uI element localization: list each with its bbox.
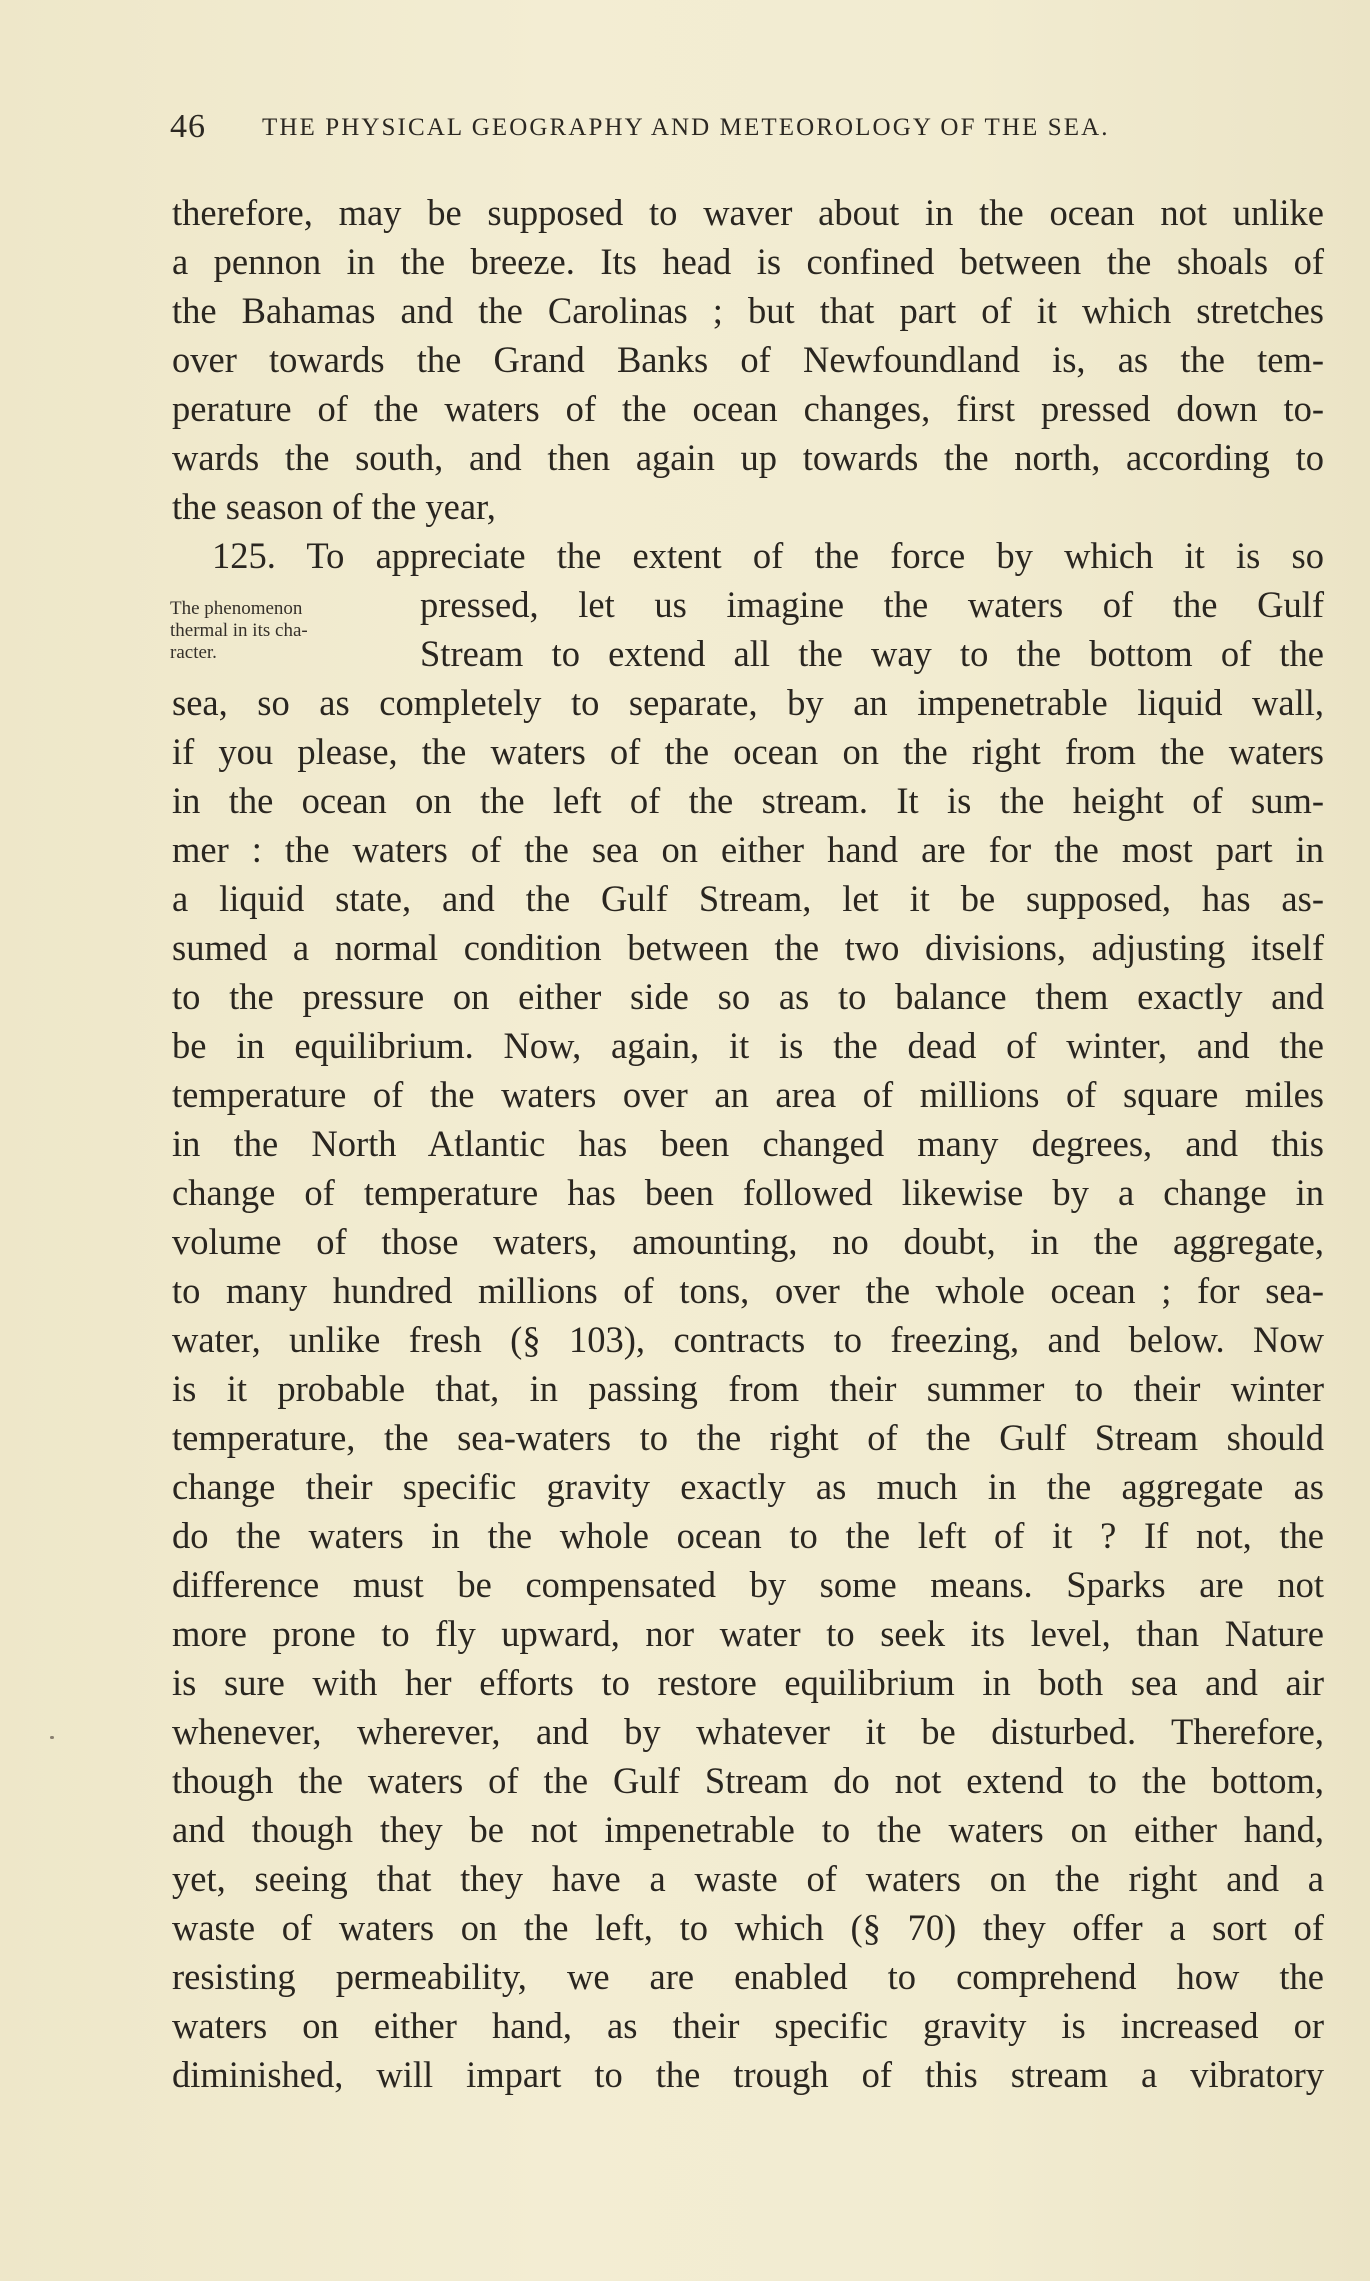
text-line: temperature of the waters over an area of millions of square miles — [172, 1074, 1324, 1115]
text-line: though the waters of the Gulf Stream do not extend to the bottom, — [172, 1760, 1324, 1801]
text-line: sea, so as completely to separate, by an impenetrable liquid wall, — [172, 682, 1324, 723]
text-line: volume of those waters, amounting, no doubt, in the aggregate, — [172, 1221, 1324, 1262]
text-line: over towards the Grand Banks of Newfoundland is, as the tem- — [172, 339, 1324, 380]
text-line: perature of the waters of the ocean changes, first pressed down to- — [172, 388, 1324, 429]
text-line: the season of the year, — [172, 486, 496, 527]
text-line: wards the south, and then again up towards the north, according to — [172, 437, 1324, 478]
text-line: to many hundred millions of tons, over the whole ocean ; for sea- — [172, 1270, 1324, 1311]
text-line: change of temperature has been followed likewise by a change in — [172, 1172, 1324, 1213]
text-line: resisting permeability, we are enabled to comprehend how the — [172, 1956, 1324, 1997]
text-line: the Bahamas and the Carolinas ; but that part of it which stretches — [172, 290, 1324, 331]
text-line: more prone to fly upward, nor water to seek its level, than Nature — [172, 1613, 1324, 1654]
text-line: sumed a normal condition between the two divisions, adjusting itself — [172, 927, 1324, 968]
text-line: whenever, wherever, and by whatever it be disturbed. Therefore, — [172, 1711, 1324, 1752]
text-line: pressed, let us imagine the waters of the Gulf — [420, 584, 1324, 625]
paper-speck — [50, 1736, 54, 1739]
text-line: in the ocean on the left of the stream. It is the height of sum- — [172, 780, 1324, 821]
text-line: difference must be compensated by some means. Sparks are not — [172, 1564, 1324, 1605]
margin-note-line: thermal in its cha- — [170, 620, 308, 641]
text-line: temperature, the sea-waters to the right of the Gulf Stream should — [172, 1417, 1324, 1458]
text-line: do the waters in the whole ocean to the left of it ? If not, the — [172, 1515, 1324, 1556]
text-line: be in equilibrium. Now, again, it is the dead of winter, and the — [172, 1025, 1324, 1066]
text-line: change their specific gravity exactly as much in the aggregate as — [172, 1466, 1324, 1507]
paragraph-start-line: 125. To appreciate the extent of the force by which it is so — [212, 535, 1324, 576]
text-line: therefore, may be supposed to waver about in the ocean not unlike — [172, 192, 1324, 233]
text-line: is sure with her efforts to restore equilibrium in both sea and air — [172, 1662, 1324, 1703]
text-line: waters on either hand, as their specific gravity is increased or — [172, 2005, 1324, 2046]
text-line: is it probable that, in passing from their summer to their winter — [172, 1368, 1324, 1409]
text-line: mer : the waters of the sea on either hand are for the most part in — [172, 829, 1324, 870]
running-title: THE PHYSICAL GEOGRAPHY AND METEOROLOGY OF THE SEA. — [262, 114, 1110, 141]
text-line: yet, seeing that they have a waste of waters on the right and a — [172, 1858, 1324, 1899]
text-line: in the North Atlantic has been changed many degrees, and this — [172, 1123, 1324, 1164]
text-line: waste of waters on the left, to which (§ 70) they offer a sort of — [172, 1907, 1324, 1948]
text-line: and though they be not impenetrable to the waters on either hand, — [172, 1809, 1324, 1850]
text-line: Stream to extend all the way to the bottom of the — [420, 633, 1324, 674]
margin-note-line: racter. — [170, 642, 217, 663]
page-number: 46 — [170, 108, 206, 145]
text-line: to the pressure on either side so as to balance them exactly and — [172, 976, 1324, 1017]
text-line: water, unlike fresh (§ 103), contracts to freezing, and below. Now — [172, 1319, 1324, 1360]
text-line: a pennon in the breeze. Its head is confined between the shoals of — [172, 241, 1324, 282]
page-header — [170, 108, 1330, 148]
text-line: if you please, the waters of the ocean on the right from the waters — [172, 731, 1324, 772]
margin-note-line: The phenomenon — [170, 598, 303, 619]
text-line: a liquid state, and the Gulf Stream, let it be supposed, has as- — [172, 878, 1324, 919]
margin-note — [170, 598, 410, 664]
text-line: diminished, will impart to the trough of this stream a vibratory — [172, 2054, 1324, 2095]
